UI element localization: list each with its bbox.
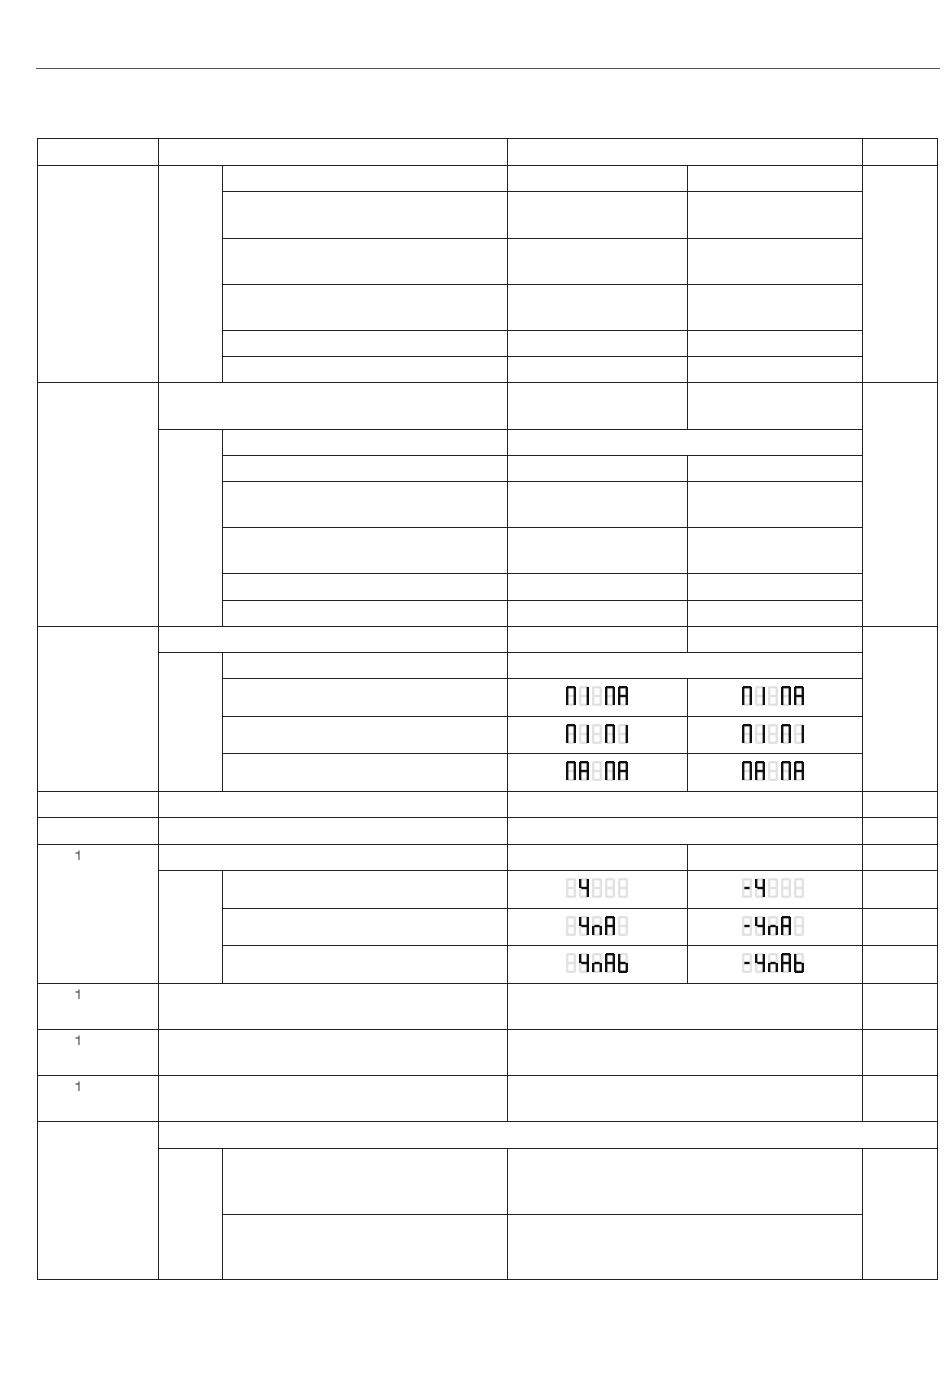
lcd-digit [566,686,576,706]
lcd-digit [742,686,752,706]
lcd-digit-off [768,761,778,781]
lcd-digit-off [566,953,576,973]
lcd-h-neg [742,878,804,898]
lcd-digit-off [592,761,602,781]
lcd-hnab-neg [742,953,804,973]
lcd-digit [605,686,615,706]
lcd-digit [618,761,628,781]
lcd-digit [579,878,589,898]
lcd-digit-off [592,878,602,898]
row-glyph: ˦ [74,987,81,1003]
lcd-digit [781,686,791,706]
lcd-digit [742,953,752,973]
lcd-hna-neg [742,916,804,936]
lcd-digit [742,761,752,781]
lcd-digit [742,724,752,744]
lcd-digit [579,686,589,706]
lcd-digit [579,761,589,781]
lcd-ma-ma-neg [742,761,804,781]
lcd-digit-off [605,878,615,898]
lcd-digit [605,916,615,936]
lcd-digit [781,724,791,744]
lcd-digit [618,724,628,744]
lcd-digit-off [566,878,576,898]
lcd-digit [755,686,765,706]
lcd-hnab-pos [566,953,628,973]
lcd-digit [618,686,628,706]
lcd-digit [781,761,791,781]
lcd-digit [618,953,628,973]
lcd-digit [605,953,615,973]
lcd-digit [768,916,778,936]
lcd-digit [605,724,615,744]
lcd-digit [742,916,752,936]
lcd-m1-m1-neg [742,724,804,744]
row-glyph: ˦ [74,1033,81,1049]
lcd-digit-off [592,686,602,706]
lcd-digit-off [618,916,628,936]
lcd-digit [794,724,804,744]
lcd-digit-off [768,724,778,744]
lcd-digit [781,953,791,973]
lcd-digit [794,686,804,706]
row-glyph: ˦ [74,848,81,864]
lcd-digit-off [768,686,778,706]
lcd-digit [579,953,589,973]
lcd-digit-off [794,916,804,936]
lcd-digit [768,953,778,973]
lcd-digit [755,953,765,973]
lcd-digit [592,916,602,936]
lcd-digit-off [768,878,778,898]
lcd-digit [566,724,576,744]
lcd-digit [579,916,589,936]
lcd-m1-m1-pos [566,724,628,744]
table-grid [38,139,938,1280]
lcd-digit [605,761,615,781]
lcd-digit [566,761,576,781]
lcd-digit-off [781,878,791,898]
lcd-digit-off [592,724,602,744]
lcd-m1-ma-neg [742,686,804,706]
lcd-digit [755,761,765,781]
lcd-digit [755,724,765,744]
lcd-digit [794,761,804,781]
lcd-digit [794,953,804,973]
lcd-h-pos [566,878,628,898]
lcd-digit [755,916,765,936]
lcd-digit [592,953,602,973]
lcd-ma-ma-pos [566,761,628,781]
lcd-m1-ma-pos [566,686,628,706]
lcd-digit-off [794,878,804,898]
lcd-digit [781,916,791,936]
lcd-readouts [566,686,804,973]
lcd-digit [742,878,752,898]
lcd-digit [579,724,589,744]
lcd-hna-pos [566,916,628,936]
row-glyph: ˦ [74,1079,81,1095]
lcd-digit-off [566,916,576,936]
lcd-digit-off [618,878,628,898]
lcd-digit [755,878,765,898]
